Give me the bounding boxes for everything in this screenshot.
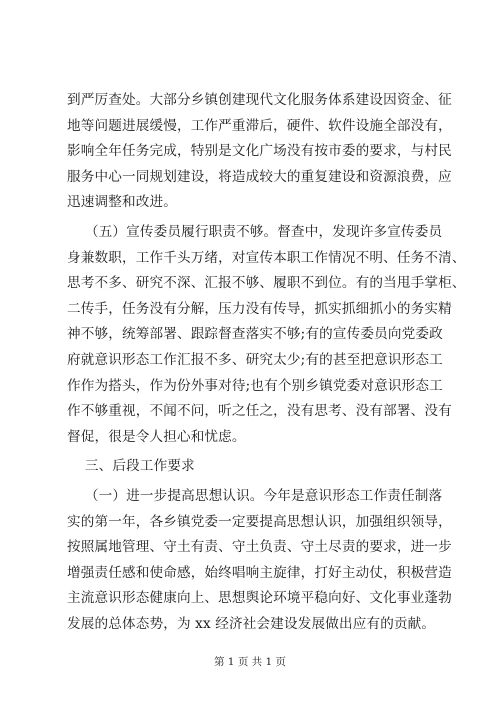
text-line: （五）宣传委员履行职责不够。督查中，发现许多宣传委员: [67, 223, 443, 240]
text-line: 发展的总体态势，为 xx 经济社会建设发展做出应有的贡献。: [67, 615, 436, 632]
text-line: 影响全年任务完成，特别是文化广场没有按市委的要求，与村民: [67, 143, 452, 160]
text-line: 增强责任感和使命感，始终唱响主旋律，打好主动仗，积极营造: [67, 564, 452, 581]
text-line: 主流意识形态健康向上、思想舆论环境平稳向好、文化事业蓬勃: [67, 590, 452, 607]
text-line: 神不够，统筹部署、跟踪督查落实不够;有的宣传委员向党委政: [67, 326, 443, 343]
page-number-footer: 第 1 页 共 1 页: [213, 656, 287, 668]
text-line: 地等问题进展缓慢，工作严重滞后，硬件、软件设施全部没有，: [67, 117, 452, 134]
text-line: （一）进一步提高思想认识。今年是意识形态工作责任制落: [67, 487, 443, 504]
section-heading: 三、后段工作要求: [67, 458, 195, 475]
text-line: 督促，很是令人担心和忧虑。: [67, 428, 246, 445]
text-line: 到严厉查处。大部分乡镇创建现代文化服务体系建设因资金、征: [67, 92, 452, 108]
text-line: 作作为搭头，作为份外事对待;也有个别乡镇党委对意识形态工: [67, 377, 443, 394]
document-body: [67, 88, 466, 637]
text-line: 二传手，任务没有分解，压力没有传导，抓实抓细抓小的务实精: [67, 300, 452, 317]
text-line: 作不够重视，不闻不问，听之任之，没有思考、没有部署、没有: [67, 403, 452, 420]
text-line: 府就意识形态工作汇报不多、研究太少;有的甚至把意识形态工: [67, 351, 443, 368]
text-line: 服务中心一同规划建设，将造成较大的重复建设和资源浪费，应: [67, 168, 452, 185]
text-line: 思考不多、研究不深、汇报不够、履职不到位。有的当甩手掌柜、: [67, 275, 466, 292]
text-line: 实的第一年，各乡镇党委一定要提高思想认识，加强组织领导，: [67, 513, 452, 530]
text-line: 迅速调整和改进。: [67, 194, 177, 211]
text-line: 按照属地管理、守土有责、守土负责、守土尽责的要求，进一步: [67, 539, 452, 556]
text-line: 身兼数职，工作千头万绪，对宣传本职工作情况不明、任务不清、: [67, 249, 466, 266]
